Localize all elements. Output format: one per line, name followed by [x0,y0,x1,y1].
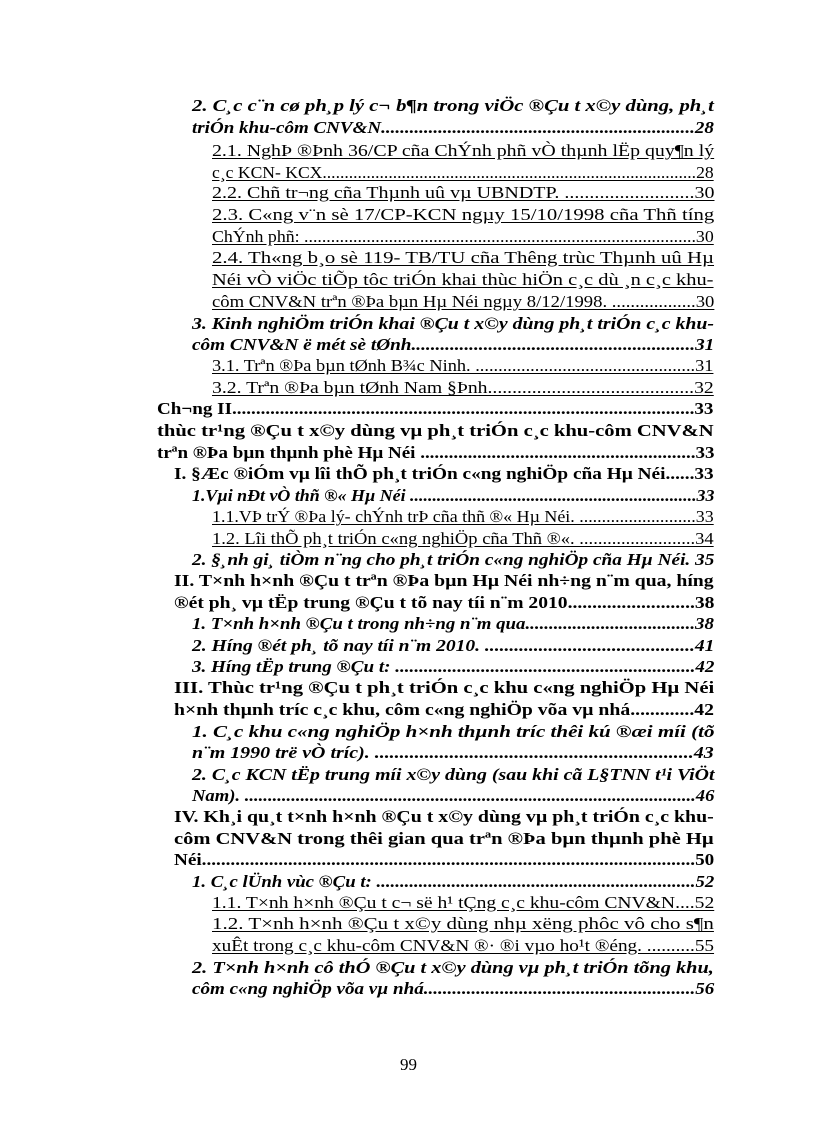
toc-entry: 2. §¸nh gi¸ tiÒm n¨ng cho ph¸t triÓn c«ng nghiÖp cña Hµ Néi. 35 [192,550,715,569]
toc-entry: 1.1.VÞ trÝ ®Þa lý- chÝnh trÞ cña thñ ®« Hµ Néi. ..........................33 [212,507,714,526]
toc-entry: côm CNV&N trong thêi gian qua trªn ®Þa bµn thµnh phè Hµ [174,829,714,848]
toc-entry: 2. Híng ®ét ph¸ tõ nay tíi n¨m 2010. ...........................................41 [192,636,715,655]
toc-entry: 2. T×nh h×nh cô thÓ ®Çu t x©y dùng vµ ph¸t triÓn tõng khu, [192,958,714,977]
toc-entry: 1.2. Lîi thÕ ph¸t triÓn c«ng nghiÖp cña Thñ ®«. .........................34 [212,529,714,548]
toc-entry: ®ét ph¸ vµ tËp trung ®Çu t tõ nay tíi n¨m 2010..........................38 [174,593,715,612]
toc-entry: 2.4. Th«ng b¸o sè 119- TB/TU cña Thêng trùc Thµnh uû Hµ [212,248,715,267]
toc-entry: côm c«ng nghiÖp võa vµ nhá.........................................................56 [192,979,715,998]
toc-entry: 3. Híng tËp trung ®Çu t: ...............................................................42 [192,657,715,676]
toc-entry: 2. C¸c c¨n cø ph¸p lý c¬ b¶n trong viÖc ®Çu t x©y dùng, ph¸t [192,96,714,115]
toc-entry: triÓn khu-côm CNV&N..................................................................28 [192,118,714,137]
toc-entry: II. T×nh h×nh ®Çu t trªn ®Þa bµn Hµ Néi nh÷ng n¨m qua, híng [174,571,714,590]
toc-entry: Néi vÒ viÖc tiÕp tôc triÓn khai thùc hiÖn c¸c dù ¸n c¸c khu- [212,270,714,289]
toc-entry: 2.3. C«ng v¨n sè 17/CP-KCN ngµy 15/10/1998 cña Thñ tíng [212,205,715,224]
toc-entry: trªn ®Þa bµn thµnh phè Hµ Néi ..........................................................33 [157,443,715,462]
toc-entry: côm CNV&N ë mét sè tØnh...........................................................31 [192,335,715,354]
toc-entry: 2.1. NghÞ ®Þnh 36/CP cña ChÝnh phñ vÒ thµnh lËp quy¶n lý [212,141,715,160]
toc-entry: ChÝnh phñ: ........................................................................................30 [212,227,714,246]
toc-entry: Ch¬ng II.................................................................................................33 [157,399,714,418]
toc-entry: xuÊt trong c¸c khu-côm CNV&N ®· ®i vµo ho¹t ®éng. ..........55 [212,936,715,955]
toc-entry: 3. Kinh nghiÖm triÓn khai ®Çu t x©y dùng ph¸t triÓn c¸c khu- [192,314,714,333]
toc-entry: 3.2. Trªn ®Þa bµn tØnh Nam §Þnh..........................................32 [212,378,714,397]
toc-entry: côm CNV&N trªn ®Þa bµn Hµ Néi ngµy 8/12/1998. ..................30 [212,292,715,311]
toc-entry: I. §Æc ®iÓm vµ lîi thÕ ph¸t triÓn c«ng nghiÖp cña Hµ Néi......33 [174,464,714,483]
page-number: 99 [400,1055,417,1074]
toc-entry: 1.1. T×nh h×nh ®Çu t c¬ së h¹ tÇng c¸c khu-côm CNV&N....52 [212,893,715,912]
toc-entry: 2. C¸c KCN tËp trung míi x©y dùng (sau khi cã L§TNN t¹i ViÖt [192,765,715,784]
toc-entry: 1. C¸c lÜnh vùc ®Çu t: ....................................................................52 [192,872,715,891]
toc-entry: 1. T×nh h×nh ®Çu t trong nh÷ng n¨m qua....................................38 [192,614,714,633]
toc-entry: IV. Kh¸i qu¸t t×nh h×nh ®Çu t x©y dùng vµ ph¸t triÓn c¸c khu- [174,807,714,826]
toc-entry: Néi.......................................................................................................50 [174,850,715,869]
toc-entry: 1. C¸c khu c«ng nghiÖp h×nh thµnh tríc thêi kú ®æi míi (tõ [192,722,715,741]
toc-entry: h×nh thµnh tríc c¸c khu, côm c«ng nghiÖp võa vµ nhá.............42 [174,700,715,719]
toc-entry: III. Thùc tr¹ng ®Çu t ph¸t triÓn c¸c khu c«ng nghiÖp Hµ Néi [174,678,715,697]
toc-entry: thùc tr¹ng ®Çu t x©y dùng vµ ph¸t triÓn c¸c khu-côm CNV&N [157,421,714,440]
toc-entry: Nam). .................................................................................................46 [192,786,715,805]
toc-entry: 3.1. Trªn ®Þa bµn tØnh B¾c Ninh. ................................................31 [212,356,714,375]
toc-entry: 2.2. Chñ tr¬ng cña Thµnh uû vµ UBNDTP. ..........................30 [212,183,715,202]
toc-entry: c¸c KCN- KCX.....................................................................................28 [212,163,714,182]
toc-entry: n¨m 1990 trë vÒ tríc). ................................................................43 [192,743,714,762]
toc-entry: 1.Vµi nÐt vÒ thñ ®« Hµ Néi ................................................................33 [192,486,715,505]
toc-entry: 1.2. T×nh h×nh ®Çu t x©y dùng nhµ xëng phôc vô cho s¶n [212,914,714,933]
